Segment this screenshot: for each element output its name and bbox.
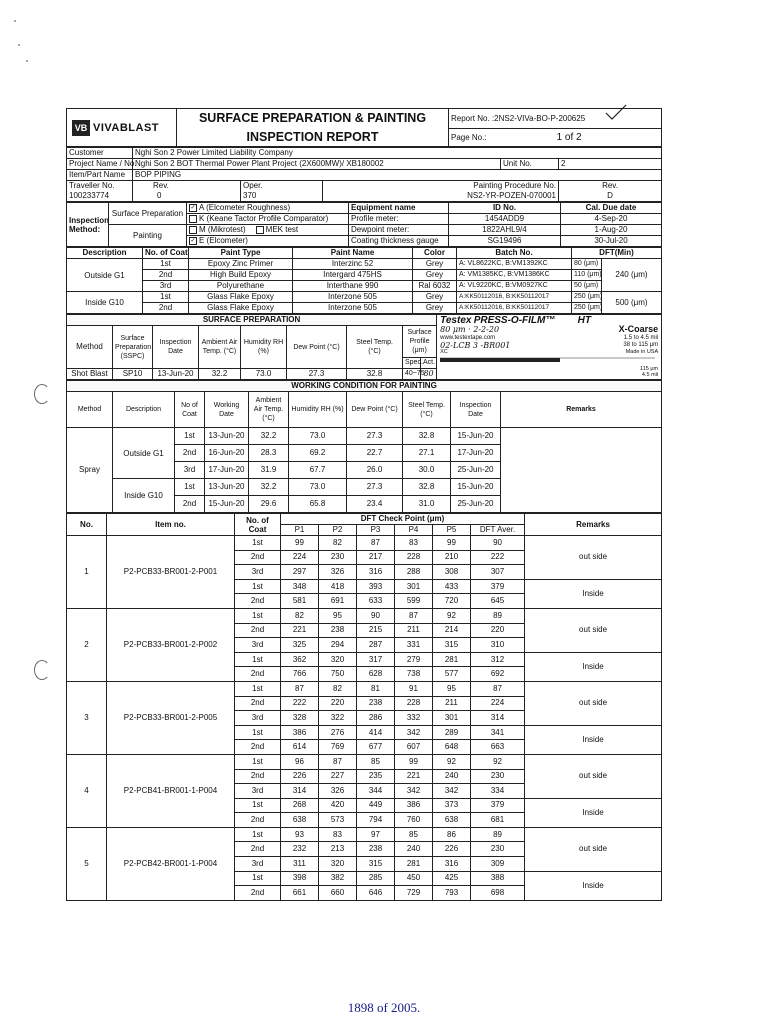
unit-no: 2 (559, 159, 662, 170)
table-row: 3rd 314 326 344 342 342 334 (67, 784, 662, 799)
table-row: 2 P2-PCB33-BR001-2-P002 1st 82 95 90 87 92 89 out side (67, 608, 662, 623)
item-number: 1 (67, 536, 107, 609)
item-code: P2-PCB41-BR001-1-P004 (107, 754, 235, 827)
table-row: 1st 362 320 317 279 281 312 Inside (67, 652, 662, 667)
table-row: 2nd 638 573 794 760 638 681 (67, 813, 662, 828)
page-footer: 1898 of 2005. (347, 1000, 421, 1015)
vivablast-logo-icon: VB (72, 120, 90, 136)
item-number: 5 (67, 827, 107, 900)
table-row: 1st 386 276 414 342 289 341 Inside (67, 725, 662, 740)
scan-dot (26, 60, 28, 62)
item-code: P2-PCB33-BR001-2-P002 (107, 608, 235, 681)
report-title-1: SURFACE PREPARATION & PAINTING (177, 109, 449, 129)
table-row: 1st 348 418 393 301 433 379 Inside (67, 579, 662, 594)
table-row: 3 P2-PCB33-BR001-2-P005 1st 87 82 81 91 95 87 out side (67, 681, 662, 696)
page-no: Page No.: 1 of 2 (449, 129, 662, 147)
surface-prep-table: SURFACE PREPARATION Testex PRESS-O-FILM™ HT 80 μm · 2-2-20 X-Coarse www.testextape.com 1.5 to 4.5 mil 02-LCB 3 -BR001 38 to 115 μm XC Made in USA 115 μm 4.5 mil Method Surface Preparation (SSPC) Inspection Date Ambient Air Temp. (°C) Humidity RH (%) Dew Point (°C) Steel Temp. (°C) Surface Profile (μm) Spec. Act. Shot Blast SP10 13-Jun-20 32.2 73.0 27.3 32.8 40~75 80 (66, 314, 662, 380)
item-code: P2-PCB33-BR001-2-P005 (107, 681, 235, 754)
scan-dot (18, 44, 20, 46)
traveller-no: 100233774 (67, 191, 133, 202)
scan-dot (14, 20, 16, 22)
testex-film: Testex PRESS-O-FILM™ HT 80 μm · 2-2-20 X-Coarse www.testextape.com 1.5 to 4.5 mil 02-LCB 3 -BR001 38 to 115 μm XC Made in USA 115 μm 4.5 mil (437, 315, 662, 380)
info-block: Customer Nghi Son 2 Power Limited Liability Company Project Name / No. Nghi Son 2 BOT Thermal Power Plant Project (2X600MW)/ XB180002 Unit No. 2 Item/Part Name BOP PIPING Traveller No. Rev. Oper. Painting Procedure No. Rev. 100233774 0 370 NS2-YR-POZEN-070001 D (66, 147, 662, 202)
report-title-2: INSPECTION REPORT (177, 129, 449, 147)
project: Nghi Son 2 BOT Thermal Power Plant Project (2X600MW)/ XB180002 (133, 159, 501, 170)
inspection-method: Inspection Method: Surface Preparation ✓ A (Elcometer Roughness) Equipment name ID No. Cal. Due date K (Keane Tactor Profile Comparator) Profile meter: 1454ADD9 4-Sep-20 Painting M (Mikrotest) MEK test Dewpoint meter: 1822AHL9/4 1-Aug-20 ✓ E (Elcometer) Coating thickness gauge SG19496 30-Jul-20 (66, 202, 662, 247)
item-number: 3 (67, 681, 107, 754)
table-row: 5 P2-PCB42-BR001-1-P004 1st 93 83 97 85 86 89 out side (67, 827, 662, 842)
table-row: 3rd 328 322 286 332 301 314 (67, 711, 662, 726)
table-row: 2nd 581 691 633 599 720 645 (67, 594, 662, 609)
dft-table: No. Item no. No. of Coat DFT Check Point (μm) Remarks P1 P2 P3 P4 P5 DFT Aver. 1 P2-PCB33-BR001-2-P001 1st 99 82 87 83 99 90 out side 2nd 224 230 217 228 210 222 3rd 297 326 316 288 308 307 1st 348 418 393 301 433 379 Inside 2nd 581 691 633 599 720 645 2 P2-PCB33-BR001-2-P002 1st 82 95 90 87 92 89 out side 2nd 221 238 215 211 214 220 3rd 325 294 287 331 315 310 1st 362 320 317 279 281 312 Inside 2nd 766 750 628 738 577 692 3 P2-PCB33-BR001-2-P005 1st 87 82 81 91 95 87 out side 2nd 222 220 238 228 211 224 3rd 328 322 286 332 301 314 1st 386 276 414 342 289 341 Inside 2nd 614 769 677 607 648 663 4 P2-PCB41-BR001-1-P004 1st 96 87 85 99 92 92 out side 2nd 226 227 235 221 240 230 3rd 314 326 344 342 342 334 1st 268 420 449 386 373 379 Inside 2nd 638 573 794 760 638 681 5 P2-PCB42-BR001-1-P004 1st 93 83 97 85 86 89 out side 2nd 232 213 238 240 226 230 3rd 311 320 315 281 316 309 1st 398 382 285 450 425 388 Inside 2nd 661 660 646 729 793 698 (66, 513, 662, 901)
table-row: 2nd 224 230 217 228 210 222 (67, 550, 662, 565)
inspection-report (66, 108, 661, 901)
checkbox-icon (189, 215, 197, 223)
table-row: 2nd 221 238 215 211 214 220 (67, 623, 662, 638)
item-code: P2-PCB42-BR001-1-P004 (107, 827, 235, 900)
checkbox-icon (256, 226, 264, 234)
coat-table: Description No. of Coat Paint Type Paint Name Color Batch No. DFT(Min) Outside G1 1st Epoxy Zinc Primer Interzinc 52 Grey A: VL8622KC, B:VM1392KC 80 (μm) 240 (μm) 2nd High Build Epoxy Intergard 475HS Grey A: VM1385KC, B:VM1386KC 110 (μm) 3rd Polyurethane Interthane 990 Ral 6032 A: VL9220KC, B:VM0927KC 50 (μm) Inside G10 1st Glass Flake Epoxy Interzone 505 Grey A:KK50112016, B:KK50112017 250 (μm) 500 (μm) 2nd Glass Flake Epoxy Interzone 505 Grey A:KK50112016, B:KK50112017 250 (μm) (66, 247, 662, 314)
table-row: 3rd 325 294 287 331 315 310 (67, 638, 662, 653)
table-row: 2nd 226 227 235 221 240 230 (67, 769, 662, 784)
customer: Nghi Son 2 Power Limited Liability Company (133, 148, 662, 159)
table-row: 2nd 766 750 628 738 577 692 (67, 667, 662, 682)
table-row: 2nd 614 769 677 607 648 663 (67, 740, 662, 755)
table-row: 2nd 232 213 238 240 226 230 (67, 842, 662, 857)
table-row: 2nd 222 220 238 228 211 224 (67, 696, 662, 711)
checkbox-checked-icon: ✓ (190, 237, 196, 244)
item-number: 2 (67, 608, 107, 681)
item-number: 4 (67, 754, 107, 827)
table-row: 1 P2-PCB33-BR001-2-P001 1st 99 82 87 83 99 90 out side (67, 536, 662, 551)
working-condition-table: WORKING CONDITION FOR PAINTING Method Description No of Coat Working Date Ambient Air Temp. (°C) Humidity RH (%) Dew Point (°C) Steel Temp. (°C) Inspection Date Remarks Spray Outside G1 1st 13-Jun-20 32.2 73.0 27.3 32.8 15-Jun-20 2nd 16-Jun-20 28.3 69.2 22.7 27.1 17-Jun-20 3rd 17-Jun-20 31.9 67.7 26.0 30.0 25-Jun-20 Inside G10 1st 13-Jun-20 32.2 73.0 27.3 32.8 15-Jun-20 2nd 15-Jun-20 29.6 65.8 23.4 31.0 25-Jun-20 (66, 380, 662, 513)
punch-hole (34, 384, 50, 404)
procedure-no: NS2-YR-POZEN-070001 (323, 191, 559, 202)
table-row: 3rd 311 320 315 281 316 309 (67, 857, 662, 872)
item-code: P2-PCB33-BR001-2-P001 (107, 536, 235, 609)
table-row: 1st 268 420 449 386 373 379 Inside (67, 798, 662, 813)
film-scale-icon (440, 355, 655, 363)
checkbox-icon (189, 226, 197, 234)
title-block (66, 108, 662, 147)
checkbox-checked-icon: ✓ (190, 204, 196, 211)
logo: VB VIVABLAST (67, 109, 177, 147)
report-no: Report No. :2NS2-VIVa-BO-P-200625 (449, 109, 662, 129)
table-row: 1st 398 382 285 450 425 388 Inside (67, 871, 662, 886)
table-row: 2nd 661 660 646 729 793 698 (67, 886, 662, 901)
table-row: 4 P2-PCB41-BR001-1-P004 1st 96 87 85 99 92 92 out side (67, 754, 662, 769)
table-row: 3rd 297 326 316 288 308 307 (67, 565, 662, 580)
punch-hole (34, 660, 50, 680)
item-name: BOP PIPING (133, 170, 662, 181)
